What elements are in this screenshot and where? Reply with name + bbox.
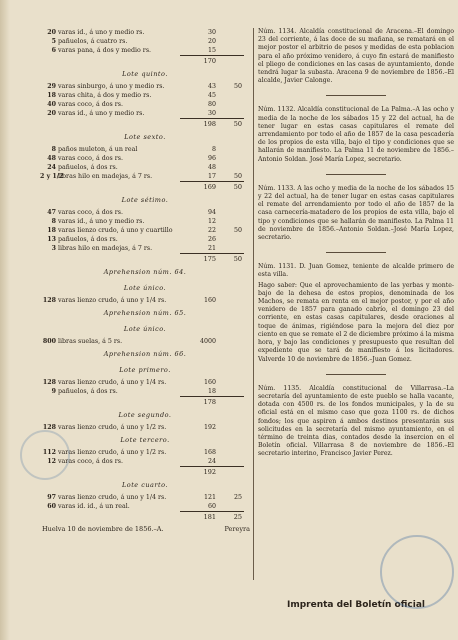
lot-item-row: 112 varas lienzo crudo, á uno y 1/2 rs. 168 xyxy=(42,449,216,456)
lot-item-row: 48 varas coco, á dos rs. 96 xyxy=(47,155,216,162)
lot-item-row: 128 varas lienzo crudo, á uno y 1/4 rs. 160 xyxy=(42,379,216,386)
lot-total: 198 50 xyxy=(40,118,250,129)
lot-item-row: 5 pañuelos, á cuatro rs. 20 xyxy=(51,38,216,45)
lot-item-row: 60 varas id. id., á un real. 60 xyxy=(47,503,216,510)
lot-item-row: 13 pañuelos, á dos rs. 26 xyxy=(47,236,216,243)
lot-heading: Lote tercero. xyxy=(120,436,170,444)
lot-total: 169 50 xyxy=(40,181,250,192)
lot-item-row: 12 varas coco, á dos rs. 24 xyxy=(47,458,216,465)
page-edge-shadow xyxy=(0,0,10,640)
lot-item-row: 29 varas sinburgo, á uno y medio rs. 43 50 xyxy=(47,83,242,90)
announcement-1131-heading: Núm. 1131. D. Juan Gomez, teniente de alcalde primero de esta villa. xyxy=(258,263,454,279)
right-column xyxy=(258,28,454,469)
lot-items-block xyxy=(40,208,250,253)
lot-items-block xyxy=(40,448,250,466)
announcement-1133: Núm. 1133. A las ocho y media de la noche de los sábados 15 y 22 del actual, ha de tener lugar en estas casas capitulares el remate del arrendamiento por todo el año de 1857 de la casa carnecería-matadero de los propios de esta villa, bajo el tipo y condiciones que se hallarán de manifiesto. La Palma 11 de noviembre de 1856.–Antonio Soldan.–José María Lopez, secretario. xyxy=(258,184,454,242)
aprehension-heading: Aprehension núm. 64. xyxy=(103,268,187,276)
lot-item-row: 800 libras suelas, á 5 rs. 4000 xyxy=(42,338,216,345)
column-divider xyxy=(253,28,254,580)
lot-item-row: 9 pañuelos, á dos rs. 18 xyxy=(51,388,216,395)
lot-heading: Lote primero. xyxy=(119,366,171,374)
signature-line: Huelva 10 de noviembre de 1856.–A. Pereyra xyxy=(42,525,250,533)
lot-item-row: 47 varas coco, á dos rs. 94 xyxy=(47,209,216,216)
lot-item-row: 8 varas id., á uno y medio rs. 12 xyxy=(51,218,216,225)
lot-item-row: 18 varas chita, á dos y medio rs. 45 xyxy=(47,92,216,99)
aprehension-heading: Aprehension núm. 65. xyxy=(103,309,187,317)
lot-heading: Lote sexto. xyxy=(124,133,166,141)
announcement-1131-body: Hago saber: Que el aprovechamiento de las yerbas y monte-bajo de la dehesa de estos propios, denominada de los Machos, se remata en renta en el mejor postor, y por el año venidero de 1857 para ganado cabrío, el domingo 23 del corriente, en estas casas capitulares, desde oraciones al toque de ánimas, rigiéndose para la mejora del diez por ciento en que se remate el 2 de diciembre próximo á la misma hora, y bajo las condiciones y presupuesto que resultan del expediente que se tará de manifiesto á los licitadores. Valverde 10 de noviembre de 1856.–Juan Gomez. xyxy=(258,281,454,363)
lot-total: 181 25 xyxy=(40,511,250,522)
lot-item-row: 3 libras hilo en madejas, á 7 rs. 21 xyxy=(51,245,216,252)
lot-item-row: 20 varas id., á uno y medio rs. 30 xyxy=(47,29,216,36)
announcement-1132: Núm. 1132. Alcaldía constitucional de La Palma.–A las ocho y media de la noche de los sábados 15 y 22 del actual, ha de tener lugar en estas casas capitulares el remate del arrendamiento por todo el año de 1857 de la casa pescadería de los propios de esta villa, bajo el tipo y condiciones que se hallarán de manifiesto. La Palma 11 de noviembre de 1856.–Antonio Soldan. José María Lopez, secretario. xyxy=(258,106,454,163)
lot-heading: Lote sétimo. xyxy=(121,196,169,204)
lot-heading: Lote único. xyxy=(123,284,167,292)
lot-item-row: 97 varas lienzo crudo, á uno y 1/4 rs. 121 25 xyxy=(47,494,242,501)
separator-rule xyxy=(326,174,386,175)
lot-item-row: 128 varas lienzo crudo, á uno y 1/4 rs. 160 xyxy=(42,297,216,304)
lot-heading: Lote cuarto. xyxy=(121,481,169,489)
announcement-1134: Núm. 1134. Alcaldía constitucional de Aracena.–El domingo 23 del corriente, á las doce de su mañana, se rematará en el mejor postor el arbitrio de pesos y medidas de esta poblacion para el año próximo venidero, á cuyo fin estará de manifiesto el pliego de condiciones en las casas de ayuntamiento, donde tendrá lugar la subasta. Aracena 9 de noviembre de 1856.–El alcalde, Javier Calonge. xyxy=(258,28,454,85)
lot-heading: Lote único. xyxy=(123,325,167,333)
lot-item-row: 20 varas id., á uno y medio rs. 30 xyxy=(47,110,216,117)
lot-total: 170 xyxy=(40,55,250,66)
lot-items-block xyxy=(40,82,250,118)
aprehension-heading: Aprehension núm. 66. xyxy=(103,350,187,358)
lot-item-row: 6 varas pana, á dos y medio rs. 15 xyxy=(51,47,216,54)
lot-item-row: 8 paños muleton, á un real 8 xyxy=(51,146,216,153)
separator-rule xyxy=(326,252,386,253)
lot-items-block xyxy=(40,378,250,396)
lot-items-block xyxy=(40,493,250,511)
faded-stamp xyxy=(20,430,70,480)
lot-heading: Lote segundo. xyxy=(118,411,172,419)
lot-item-row: 40 varas coco, á dos rs. 80 xyxy=(47,101,216,108)
lot-items-block xyxy=(40,28,250,55)
lot-items-block xyxy=(40,145,250,181)
lot-total: 192 xyxy=(40,466,250,477)
lot-item-row: 18 varas lienzo crudo, á uno y cuartillo 22 50 xyxy=(47,227,242,234)
library-stamp xyxy=(380,535,454,609)
printer-imprint: Imprenta del Boletín oficial xyxy=(287,600,425,610)
lot-total: 178 xyxy=(40,396,250,407)
lot-item-row: 2 y 1/2 libras hilo en madejas, á 7 rs. 17 50 xyxy=(40,173,242,180)
lot-heading: Lote quinto. xyxy=(122,70,168,78)
announcement-1135: Núm. 1135. Alcaldía constitucional de Villarrasa.–La secretaría del ayuntamiento de este pueblo se halla vacante, dotada con 4500 rs. de los fondos municipales, y la de su oficial está en el mismo caso que goza 1100 rs. de dichos fondos; los que aspiren á ambos destinos presentarán sus solicitudes en la secretaría del mismo ayuntamiento, en el término de treinta dias, contados desde la insercion en el Boletín oficial. Villarrasa 8 de noviembre de 1856.–El secretario interino, Francisco Javier Perez. xyxy=(258,384,454,458)
lot-item-row: 24 pañuelos, á dos rs. 48 xyxy=(47,164,216,171)
separator-rule xyxy=(326,95,386,96)
separator-rule xyxy=(326,374,386,375)
lot-total: 175 50 xyxy=(40,253,250,264)
left-column xyxy=(40,28,250,536)
lot-item-row: 128 varas lienzo crudo, á uno y 1/2 rs. 192 xyxy=(42,424,216,431)
